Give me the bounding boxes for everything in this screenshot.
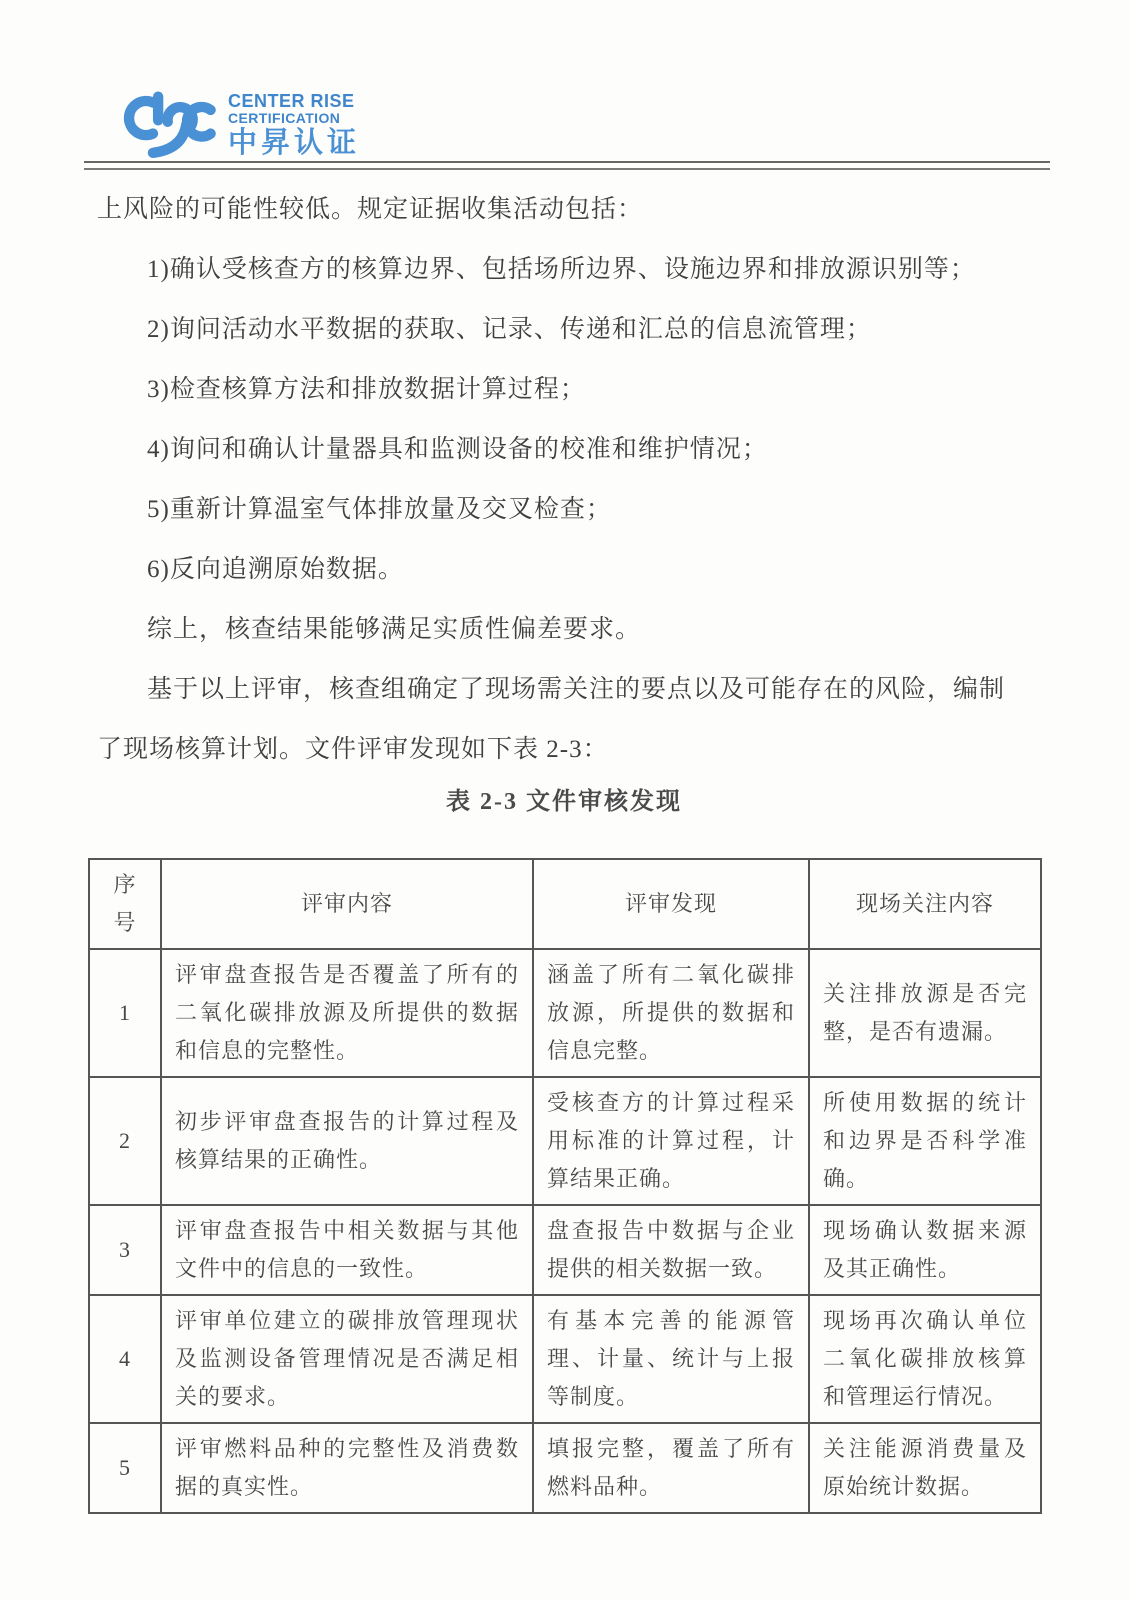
header-cell-finding: 评审发现 xyxy=(533,859,809,949)
logo-text-block xyxy=(228,86,360,158)
table-caption: 表 2-3 文件审核发现 xyxy=(446,789,682,815)
cell-no: 5 xyxy=(89,1423,161,1513)
paragraph-line: 了现场核算计划。文件评审发现如下表 2-3： xyxy=(97,736,609,763)
table-row xyxy=(89,1077,1041,1205)
list-item-5: 5)重新计算温室气体排放量及交叉检查； xyxy=(147,496,612,523)
cell-site: 关注排放源是否完整，是否有遗漏。 xyxy=(809,949,1041,1077)
cell-finding: 有基本完善的能源管理、计量、统计与上报等制度。 xyxy=(533,1295,809,1423)
logo-subtitle-en: CERTIFICATION xyxy=(228,109,341,126)
cell-finding: 盘查报告中数据与企业提供的相关数据一致。 xyxy=(533,1205,809,1295)
cell-content: 评审盘查报告中相关数据与其他文件中的信息的一致性。 xyxy=(161,1205,533,1295)
header-logo xyxy=(116,86,360,162)
table-row xyxy=(89,949,1041,1077)
cell-no: 2 xyxy=(89,1077,161,1205)
cell-site: 现场再次确认单位二氧化碳排放核算和管理运行情况。 xyxy=(809,1295,1041,1423)
list-item-3: 3)检查核算方法和排放数据计算过程； xyxy=(147,376,586,403)
list-item-6: 6)反向追溯原始数据。 xyxy=(147,556,404,583)
cell-no: 4 xyxy=(89,1295,161,1423)
table-row xyxy=(89,1295,1041,1423)
header-cell-site: 现场关注内容 xyxy=(809,859,1041,949)
cell-content: 评审盘查报告是否覆盖了所有的二氧化碳排放源及所提供的数据和信息的完整性。 xyxy=(161,949,533,1077)
list-item-4: 4)询问和确认计量器具和监测设备的校准和维护情况； xyxy=(147,436,768,463)
cell-content: 初步评审盘查报告的计算过程及核算结果的正确性。 xyxy=(161,1077,533,1205)
cell-site: 现场确认数据来源及其正确性。 xyxy=(809,1205,1041,1295)
summary-line: 综上，核查结果能够满足实质性偏差要求。 xyxy=(147,616,642,643)
cell-finding: 受核查方的计算过程采用标准的计算过程，计算结果正确。 xyxy=(533,1077,809,1205)
cell-no: 3 xyxy=(89,1205,161,1295)
cell-content: 评审单位建立的碳排放管理现状及监测设备管理情况是否满足相关的要求。 xyxy=(161,1295,533,1423)
body-text xyxy=(97,180,1042,780)
table-row xyxy=(89,1423,1041,1513)
cell-site: 关注能源消费量及原始统计数据。 xyxy=(809,1423,1041,1513)
table-row xyxy=(89,1205,1041,1295)
header-cell-content: 评审内容 xyxy=(161,859,533,949)
cell-site: 所使用数据的统计和边界是否科学准确。 xyxy=(809,1077,1041,1205)
header-cell-no: 序号 xyxy=(89,859,161,949)
paragraph-line: 基于以上评审，核查组确定了现场需关注的要点以及可能存在的风险，编制 xyxy=(147,676,1006,703)
list-item-2: 2)询问活动水平数据的获取、记录、传递和汇总的信息流管理； xyxy=(147,316,872,343)
list-item-1: 1)确认受核查方的核算边界、包括场所边界、设施边界和排放源识别等； xyxy=(147,256,976,283)
cell-finding: 填报完整，覆盖了所有燃料品种。 xyxy=(533,1423,809,1513)
cell-finding: 涵盖了所有二氧化碳排放源，所提供的数据和信息完整。 xyxy=(533,949,809,1077)
document-review-table xyxy=(88,858,1042,1514)
crc-logo-icon xyxy=(116,86,218,162)
table-header-row xyxy=(89,859,1041,949)
paragraph-line: 上风险的可能性较低。规定证据收集活动包括： xyxy=(97,196,644,223)
logo-name-en: CENTER RISE xyxy=(228,91,355,111)
header-divider xyxy=(84,161,1050,170)
logo-name-cn: 中昇认证 xyxy=(228,126,361,159)
cell-content: 评审燃料品种的完整性及消费数据的真实性。 xyxy=(161,1423,533,1513)
cell-no: 1 xyxy=(89,949,161,1077)
